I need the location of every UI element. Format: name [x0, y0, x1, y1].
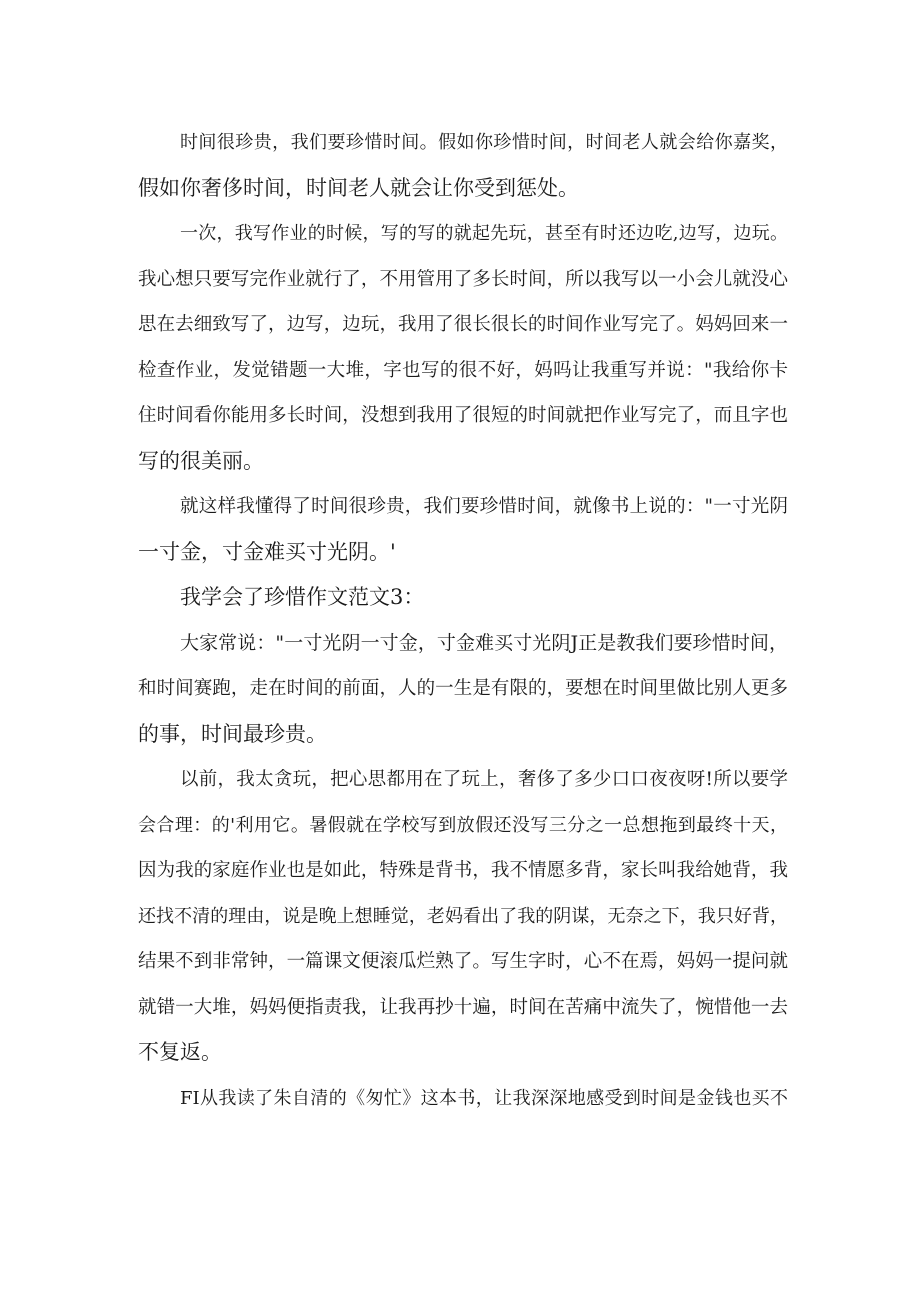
text-line: 会合理：的'利用它。暑假就在学校写到放假还没写三分之一总想拖到最终十天，	[138, 814, 788, 836]
document-body	[138, 120, 788, 1121]
paragraph-5	[138, 621, 788, 758]
text-line: 不复返。	[138, 1040, 222, 1064]
text-line: 结果不到非常钟，一篇课文便滚瓜烂熟了。写生字时，心不在焉，妈妈一提问就	[138, 951, 788, 972]
paragraph-4-heading	[138, 575, 788, 621]
text-line: 还找不清的理由，说是晚上想睡觉，老妈看出了我的阴谋，无奈之下，我只好背，	[138, 905, 788, 927]
text-line: 和时间赛跑，走在时间的前面，人的一生是有限的，要想在时间里做比别人更多	[138, 678, 788, 699]
text-line: 我心想只要写完作业就行了，不用管用了多长时间，所以我写以一小会儿就没心	[138, 268, 788, 290]
text-line: 的事，时间最珍贵。	[138, 721, 327, 746]
text-line: 因为我的家庭作业也是如此，特殊是背书，我不情愿多背，家长叫我给她背，我	[138, 860, 788, 881]
text-line: 时间很珍贵，我们要珍惜时间。假如你珍惜时间，时间老人就会给你嘉奖，	[180, 132, 788, 153]
text-line: 思在去细致写了，边写，边玩，我用了很长很长的时间作业写完了。妈妈回来一	[138, 314, 788, 335]
paragraph-7	[138, 1076, 788, 1122]
paragraph-3	[138, 484, 788, 575]
text-line: 检查作业，发觉错题一大堆，字也写的很不好，妈吗让我重写并说："我给你卡	[138, 359, 788, 381]
text-line: FI从我读了朱自清的《匆忙》这本书，让我深深地感受到时间是金钱也买不	[180, 1087, 788, 1109]
text-line: 写的很美丽。	[138, 448, 264, 473]
text-line: 就这样我懂得了时间很珍贵，我们要珍惜时间，就像书上说的："一寸光阴	[180, 496, 788, 517]
text-line: 大家常说："一寸光阴一寸金，寸金难买寸光阴J正是教我们要珍惜时间，	[180, 631, 788, 654]
section-heading: 我学会了珍惜作文范文3：	[180, 585, 425, 609]
text-line: 就错一大堆，妈妈便指责我，让我再抄十遍，时间在苦痛中流失了，惋惜他一去	[138, 996, 788, 1018]
paragraph-2	[138, 211, 788, 484]
paragraph-6	[138, 757, 788, 1076]
text-line: 住时间看你能用多长时间，没想到我用了很短的时间就把作业写完了，而且字也	[138, 405, 788, 426]
paragraph-1	[138, 120, 788, 211]
text-line: 假如你奢侈时间，时间老人就会让你受到惩处。	[138, 175, 579, 200]
text-line: 一次，我写作业的时候，写的写的就起先玩，甚至有时还边吃,边写，边玩。	[180, 223, 788, 244]
text-line: 以前，我太贪玩，把心思都用在了玩上，奢侈了多少口口夜夜呀!所以要学	[180, 769, 788, 790]
text-line: 一寸金，寸金难买寸光阴。'	[138, 539, 396, 564]
